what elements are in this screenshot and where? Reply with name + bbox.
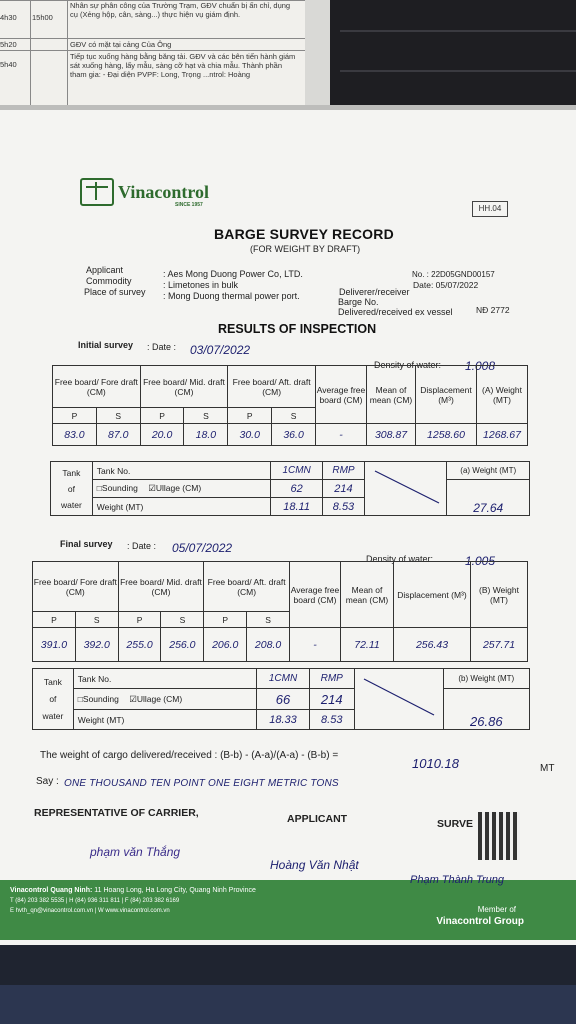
surveyor-signature: Phạm Thành Trung <box>410 874 504 886</box>
footer-bar <box>0 880 576 940</box>
cargo-weight-value: 1010.18 <box>412 756 459 771</box>
total-weight-label: (a) Weight (MT) <box>447 462 530 480</box>
col-s: S <box>161 612 204 628</box>
mid-s-value: 256.0 <box>161 628 204 662</box>
cargo-weight-unit: MT <box>540 763 555 774</box>
initial-draft-table <box>52 365 528 446</box>
applicant-value: : Aes Mong Duong Power Co, LTD. <box>163 269 303 279</box>
mean-of-mean-value: 72.11 <box>341 628 394 662</box>
qr-code-icon <box>478 812 520 860</box>
schedule-text: GĐV có mặt tại cảng Của Ông <box>70 40 172 49</box>
schedule-time: 4h30 <box>0 13 17 22</box>
ullage-value: 214 <box>323 480 365 498</box>
tank-id: 1CMN <box>257 669 310 689</box>
col-p: P <box>118 612 161 628</box>
barge-no-label: Barge No. <box>338 297 379 307</box>
tank-label: Tank <box>62 467 81 478</box>
cross-out-line <box>367 463 445 513</box>
ullage-value: 62 <box>271 480 323 498</box>
barge-no-value: NĐ 2772 <box>476 305 510 315</box>
avg-freeboard-value: - <box>316 424 367 446</box>
water-label: water <box>60 499 82 510</box>
carrier-label: REPRESENTATIVE OF CARRIER, <box>34 807 199 819</box>
fore-s-value: 87.0 <box>96 424 140 446</box>
header-mid-draft: Free board/ Mid. draft (CM) <box>140 366 228 408</box>
header-aft-draft: Free board/ Aft. draft (CM) <box>228 366 316 408</box>
initial-date-label: : Date : <box>147 342 177 352</box>
weight-value: 1268.67 <box>477 424 528 446</box>
header-avg-freeboard: Average free board (CM) <box>290 562 341 628</box>
tank-of-water-label <box>33 669 74 730</box>
footer-member: Member of <box>477 905 516 914</box>
tank-id: 1CMN <box>271 462 323 480</box>
schedule-text: Tiếp tục xuống hàng bằng băng tải. GĐV và các bên tiến hành giám sát xuống hàng, lấy mẫu, sàng cỡ hạt và chia mẫu. Thành phần tham gia: - Đại diện PVPF: Long, Trọng ...ntrol: Hoàng <box>70 52 296 79</box>
tank-no-label: Tank No. <box>92 462 270 480</box>
col-p: P <box>204 612 247 628</box>
final-survey-label: Final survey <box>60 539 113 549</box>
initial-density-label: Density of water: <box>374 360 442 370</box>
document-subtitle: (FOR WEIGHT BY DRAFT) <box>250 244 361 254</box>
fore-p-value: 391.0 <box>33 628 76 662</box>
record-number: No. : 22D05GND00157 <box>412 270 495 279</box>
record-date: Date: 05/07/2022 <box>413 280 479 290</box>
place-label: Place of survey <box>84 287 146 297</box>
tank-label: Tank <box>43 677 62 687</box>
footer-address: 11 Hoang Long, Ha Long City, Quang Ninh Province <box>94 887 256 894</box>
sounding-ullage-label <box>92 480 270 498</box>
col-p: P <box>140 408 184 424</box>
header-aft-draft: Free board/ Aft. draft (CM) <box>204 562 290 612</box>
carrier-signature: phạm văn Thắng <box>90 845 181 859</box>
applicant-sign-label: APPLICANT <box>287 813 348 825</box>
scale-icon <box>80 178 114 206</box>
place-value: : Mong Duong thermal power port. <box>163 291 300 301</box>
tank-weight-value: 18.33 <box>257 710 310 730</box>
initial-tank-table <box>50 461 530 516</box>
logo-since: SINCE 1957 <box>175 202 203 208</box>
final-date-label: : Date : <box>127 541 157 551</box>
applicant-label: Applicant <box>86 265 124 275</box>
water-label: water <box>42 711 64 721</box>
header-mean-of-mean: Mean of mean (CM) <box>341 562 394 628</box>
header-avg-freeboard: Average free board (CM) <box>316 366 367 424</box>
tank-no-label: Tank No. <box>73 669 256 689</box>
header-displacement: Displacement (M³) <box>416 366 477 424</box>
commodity-value: : Limetones in bulk <box>163 280 239 290</box>
footer-email: E hvth_qn@vinacontrol.com.vn | W www.vinacontrol.com.vn <box>10 908 170 914</box>
cargo-weight-label: The weight of cargo delivered/received : (B-b) - (A-a)/(A-a) - (B-b) = <box>40 750 339 761</box>
schedule-time: 5h20 <box>0 40 17 49</box>
delivered-ex-label: Delivered/received ex vessel <box>338 307 453 317</box>
mean-of-mean-value: 308.87 <box>367 424 416 446</box>
header-displacement: Displacement (M³) <box>394 562 471 628</box>
weight-label: Weight (MT) <box>73 710 256 730</box>
header-mean-of-mean: Mean of mean (CM) <box>367 366 416 424</box>
fore-p-value: 83.0 <box>53 424 97 446</box>
aft-p-value: 30.0 <box>228 424 272 446</box>
header-fore-draft: Free board/ Fore draft (CM) <box>53 366 141 408</box>
col-p: P <box>53 408 97 424</box>
weight-label: Weight (MT) <box>92 498 270 516</box>
header-weight: (A) Weight (MT) <box>477 366 528 424</box>
mid-s-value: 18.0 <box>184 424 228 446</box>
initial-survey-label: Initial survey <box>78 340 134 350</box>
keyboard-edge <box>340 30 576 32</box>
col-s: S <box>96 408 140 424</box>
aft-p-value: 206.0 <box>204 628 247 662</box>
tank-weight-value: 18.11 <box>271 498 323 516</box>
footer-address-line <box>10 887 256 894</box>
results-heading: RESULTS OF INSPECTION <box>218 322 377 336</box>
keyboard-edge <box>340 70 576 72</box>
col-s: S <box>247 612 290 628</box>
col-p: P <box>33 612 76 628</box>
schedule-row <box>0 38 305 50</box>
sounding-checkbox: □Sounding <box>96 483 138 493</box>
previous-sheet <box>0 0 305 122</box>
schedule-time-end: 15h00 <box>32 13 53 22</box>
tank-crossed-out <box>354 669 443 730</box>
tank-of-water-label <box>51 462 93 516</box>
total-weight-label: (b) Weight (MT) <box>443 669 529 689</box>
schedule-time: 5h40 <box>0 60 17 69</box>
form-code: HH.04 <box>472 201 508 217</box>
document-title: BARGE SURVEY RECORD <box>214 226 394 242</box>
col-p: P <box>228 408 272 424</box>
footer-phones: T (84) 203 382 5535 | H (84) 936 311 811 | F (84) 203 382 6169 <box>10 898 180 904</box>
applicant-signature: Hoàng Văn Nhật <box>270 858 359 872</box>
col-s: S <box>75 612 118 628</box>
say-label: Say : <box>36 776 59 787</box>
total-weight-value: 27.64 <box>447 480 530 516</box>
mid-p-value: 20.0 <box>140 424 184 446</box>
avg-freeboard-value: - <box>290 628 341 662</box>
of-label: of <box>49 694 57 704</box>
of-label: of <box>67 483 75 494</box>
header-fore-draft: Free board/ Fore draft (CM) <box>33 562 119 612</box>
weight-value: 257.71 <box>471 628 528 662</box>
fore-s-value: 392.0 <box>75 628 118 662</box>
surveyor-label: SURVE <box>437 818 473 830</box>
deliverer-label: Deliverer/receiver <box>339 287 410 297</box>
footer-company: Vinacontrol Quang Ninh: <box>10 887 93 894</box>
ullage-value: 66 <box>257 689 310 710</box>
ullage-checkbox: ☑Ullage (CM) <box>148 483 202 493</box>
final-draft-table <box>32 561 528 662</box>
cross-out-line <box>356 669 442 727</box>
keyboard <box>330 0 576 110</box>
ullage-value: 214 <box>309 689 354 710</box>
final-tank-table <box>32 668 530 730</box>
displacement-value: 1258.60 <box>416 424 477 446</box>
col-s: S <box>184 408 228 424</box>
fabric <box>0 985 576 1024</box>
col-s: S <box>272 408 316 424</box>
tank-weight-value: 8.53 <box>323 498 365 516</box>
mid-p-value: 255.0 <box>118 628 161 662</box>
sounding-checkbox: □Sounding <box>77 693 119 704</box>
schedule-text: Nhân sự phân công của Trường Trạm, GĐV chuẩn bị ấn chỉ, dụng cụ (Xẻng hộp, cân, sàng...) thực hiện vụ giám định. <box>70 1 291 19</box>
aft-s-value: 208.0 <box>247 628 290 662</box>
header-weight: (B) Weight (MT) <box>471 562 528 628</box>
logo-text: Vinacontrol <box>118 181 210 202</box>
initial-date: 03/07/2022 <box>190 343 251 357</box>
say-value: ONE THOUSAND TEN POINT ONE EIGHT METRIC TONS <box>64 778 339 789</box>
schedule-row <box>0 0 305 37</box>
ullage-checkbox: ☑Ullage (CM) <box>129 693 183 704</box>
header-mid-draft: Free board/ Mid. draft (CM) <box>118 562 204 612</box>
sounding-ullage-label <box>73 689 256 710</box>
final-date: 05/07/2022 <box>172 541 233 555</box>
tank-id: RMP <box>309 669 354 689</box>
commodity-label: Commodity <box>86 276 132 286</box>
displacement-value: 256.43 <box>394 628 471 662</box>
tank-weight-value: 8.53 <box>309 710 354 730</box>
footer-group: Vinacontrol Group <box>436 916 524 927</box>
initial-density: 1.008 <box>465 359 496 373</box>
final-density-label: Density of water: <box>366 554 434 564</box>
aft-s-value: 36.0 <box>272 424 316 446</box>
total-weight-value: 26.86 <box>443 689 529 730</box>
final-density: 1.005 <box>465 554 496 568</box>
tank-id: RMP <box>323 462 365 480</box>
tank-crossed-out <box>364 462 447 516</box>
